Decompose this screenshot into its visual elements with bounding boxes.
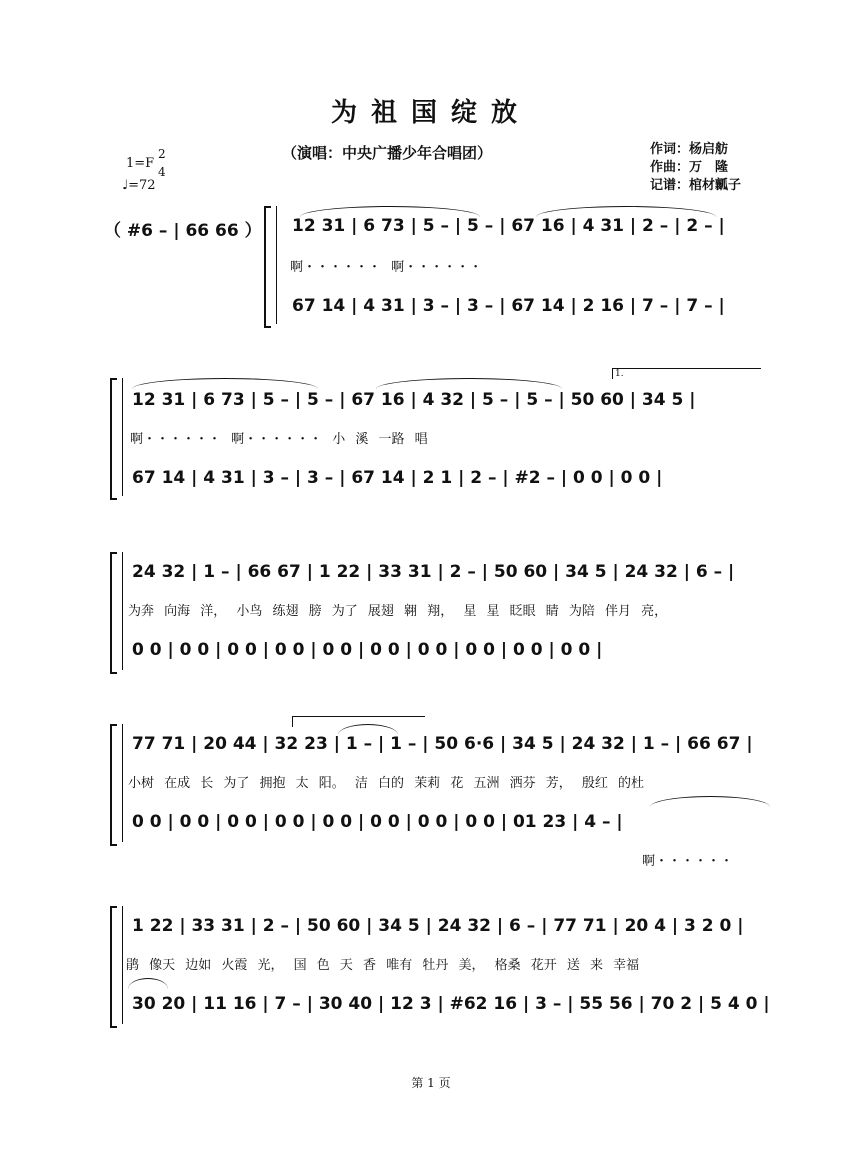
system-bracket	[110, 378, 117, 500]
performer-subtitle: （演唱：中央广播少年合唱团）	[282, 144, 493, 162]
slur	[128, 978, 168, 989]
lyrics-line: 啊・・・・・・ 啊・・・・・・ 小 溪 一路 唱	[130, 432, 428, 447]
lower-staff: 30 20 | 11 16 | 7 – | 30 40 | 12 3 | #62 16 | 3 – | 55 56 | 70 2 | 5 4 0 |	[132, 994, 770, 1014]
page-title: 为祖国绽放	[330, 98, 531, 128]
upper-staff: 1 22 | 33 31 | 2 – | 50 60 | 34 5 | 24 32 | 6 – | 77 71 | 20 4 | 3 2 0 |	[132, 916, 744, 936]
volta-bracket: 1.	[612, 368, 761, 379]
system-bracket	[264, 206, 271, 328]
lower-staff: 0 0 | 0 0 | 0 0 | 0 0 | 0 0 | 0 0 | 0 0 | 0 0 | 01 23 | 4 – |	[132, 812, 623, 832]
tempo-marking: ♩=72	[122, 178, 156, 193]
transcriber-credit: 记谱：棺材瓤子	[650, 178, 742, 193]
upper-staff: 24 32 | 1 – | 66 67 | 1 22 | 33 31 | 2 – | 50 60 | 34 5 | 24 32 | 6 – |	[132, 562, 735, 582]
lyrics-line: 鹃 像天 边如 火霞 光， 国 色 天 香 唯有 牡丹 美， 格桑 花开 送 来 幸福	[126, 958, 640, 973]
upper-staff: 12 31 | 6 73 | 5 – | 5 – | 67 16 | 4 31 | 2 – | 2 – |	[292, 216, 725, 236]
meter-top: 2	[158, 147, 166, 161]
lower-lyrics-line: 啊・・・・・・	[642, 854, 734, 869]
page-number: 第 1 页	[411, 1076, 451, 1090]
lower-staff: 67 14 | 4 31 | 3 – | 3 – | 67 14 | 2 16 | 7 – | 7 – |	[292, 296, 725, 316]
system-bracket	[110, 906, 117, 1028]
upper-staff: 77 71 | 20 44 | 32 23 | 1 – | 1 – | 50 6·6 | 34 5 | 24 32 | 1 – | 66 67 |	[132, 734, 753, 754]
lyrics-line: 小树 在成 长 为了 拥抱 太 阳。 洁 白的 茉莉 花 五洲 洒芬 芳， 殷红 的杜	[128, 776, 644, 791]
slur	[376, 378, 562, 389]
lower-staff: 67 14 | 4 31 | 3 – | 3 – | 67 14 | 2 1 | 2 – | #2 – | 0 0 | 0 0 |	[132, 468, 663, 488]
slur	[132, 378, 318, 389]
slur	[650, 796, 770, 807]
system-bracket	[110, 724, 117, 846]
lyrics-line: 为奔 向海 洋， 小鸟 练翅 膀 为了 展翅 翱 翔， 星 星 眨眼 睛 为陪 伴月 亮，	[128, 604, 668, 619]
system-barline	[122, 724, 123, 842]
lower-staff: 0 0 | 0 0 | 0 0 | 0 0 | 0 0 | 0 0 | 0 0 | 0 0 | 0 0 | 0 0 |	[132, 640, 603, 660]
lyricist-credit: 作词：杨启舫	[650, 142, 729, 157]
intro-measure: （ #6 – | 66 66 ）	[104, 221, 262, 241]
meter-bottom: 4	[158, 165, 166, 179]
system-barline	[122, 552, 123, 670]
composer-credit: 作曲：万 隆	[650, 160, 729, 175]
lyrics-line: 啊・・・・・・ 啊・・・・・・	[290, 260, 483, 275]
system-barline	[122, 906, 123, 1024]
system-barline	[276, 206, 277, 324]
system-barline	[122, 378, 123, 496]
system-bracket	[110, 552, 117, 674]
key-signature: 1=F	[126, 156, 155, 171]
upper-staff: 12 31 | 6 73 | 5 – | 5 – | 67 16 | 4 32 | 5 – | 5 – | 50 60 | 34 5 |	[132, 390, 696, 410]
